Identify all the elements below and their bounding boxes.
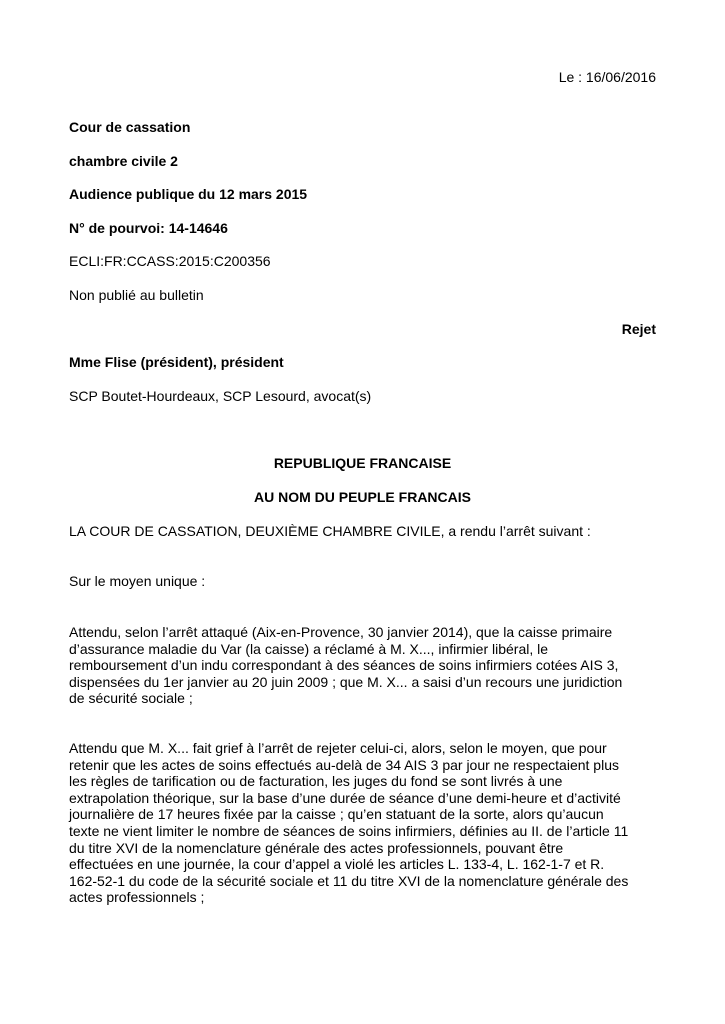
moyen-heading: Sur le moyen unique : bbox=[69, 573, 206, 589]
paragraph-line: dispensées du 1er janvier au 20 juin 2009 ; que M. X... a saisi d’un recours une juridiction bbox=[69, 673, 623, 690]
court-name: Cour de cassation bbox=[69, 119, 191, 135]
intro-sentence: LA COUR DE CASSATION, DEUXIÈME CHAMBRE CIVILE, a rendu l’arrêt suivant : bbox=[69, 523, 591, 539]
chamber-name: chambre civile 2 bbox=[69, 153, 178, 169]
republic-heading: REPUBLIQUE FRANCAISE bbox=[273, 455, 452, 471]
paragraph-line: les règles de tarification ou de facturation, les juges du fond se sont livrés à une bbox=[69, 773, 563, 790]
decision-outcome: Rejet bbox=[621, 321, 656, 337]
ecli-identifier: ECLI:FR:CCASS:2015:C200356 bbox=[69, 253, 271, 269]
president-name: Mme Flise (président), président bbox=[69, 354, 284, 370]
paragraph-line: Attendu que M. X... fait grief à l’arrêt de rejeter celui-ci, alors, selon le moyen, que pour bbox=[69, 740, 607, 756]
lawyers: SCP Boutet-Hourdeaux, SCP Lesourd, avocat(s) bbox=[69, 388, 372, 404]
paragraph-line: 162-52-1 du code de la sécurité sociale et 11 du titre XVI de la nomenclature générale des bbox=[69, 872, 629, 889]
paragraph-line: effectuées en une journée, la cour d’appel a violé les articles L. 133-4, L. 162-1-7 et R. bbox=[69, 856, 605, 873]
paragraph-line: de sécurité sociale ; bbox=[69, 690, 193, 707]
people-heading: AU NOM DU PEUPLE FRANCAIS bbox=[253, 489, 471, 505]
paragraph-line: journalière de 17 heures fixée par la caisse ; qu’en statuant de la sorte, alors qu’aucun bbox=[69, 806, 604, 823]
document-date: Le : 16/06/2016 bbox=[558, 69, 656, 85]
paragraph-line: actes professionnels ; bbox=[69, 889, 205, 906]
publication-status: Non publié au bulletin bbox=[69, 287, 204, 303]
paragraph-line: retenir que les actes de soins effectués au-delà de 34 AIS 3 par jour ne respectaient plus bbox=[69, 756, 619, 773]
appeal-number: N° de pourvoi: 14-14646 bbox=[69, 220, 228, 236]
paragraph-line: texte ne vient limiter le nombre de séances de soins infirmiers, définies au II. de l’article 11 bbox=[69, 822, 629, 839]
paragraph-line: d’assurance maladie du Var (la caisse) a réclamé à M. X..., infirmier libéral, le bbox=[69, 640, 549, 657]
paragraph-line: Attendu, selon l’arrêt attaqué (Aix-en-Provence, 30 janvier 2014), que la caisse primaire bbox=[69, 624, 613, 640]
paragraph-attendu-2 bbox=[69, 740, 659, 906]
hearing-date: Audience publique du 12 mars 2015 bbox=[69, 186, 308, 202]
paragraph-line: remboursement d’un indu correspondant à des séances de soins infirmiers cotées AIS 3, bbox=[69, 657, 619, 674]
paragraph-line: du titre XVI de la nomenclature générale des actes professionnels, pouvant être bbox=[69, 839, 564, 856]
paragraph-attendu-1 bbox=[69, 624, 659, 707]
paragraph-line: extrapolation théorique, sur la base d’une durée de séance d’une demi-heure et d’activité bbox=[69, 789, 621, 806]
